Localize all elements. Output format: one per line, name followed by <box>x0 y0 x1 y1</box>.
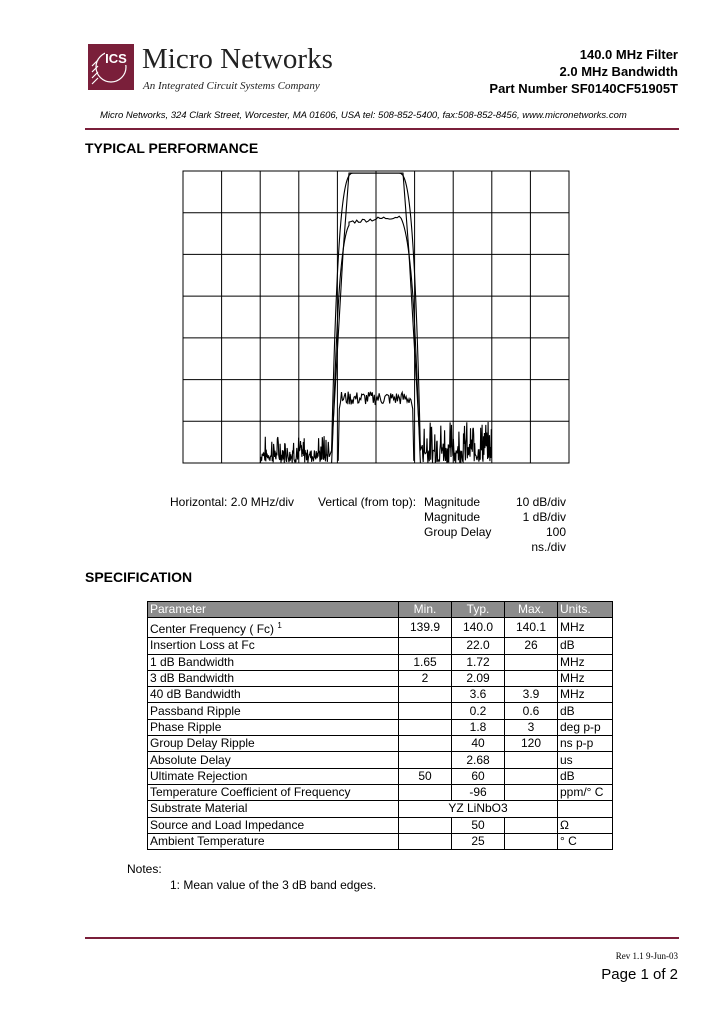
typ-cell: 2.09 <box>452 670 505 686</box>
brand-tagline: An Integrated Circuit Systems Company <box>143 80 320 92</box>
typ-cell: 40 <box>452 736 505 752</box>
min-cell: 2 <box>399 670 452 686</box>
typ-cell: 2.68 <box>452 752 505 768</box>
param-cell <box>148 719 399 735</box>
table-row <box>148 801 613 817</box>
table-row <box>148 784 613 800</box>
table-header-cell: Max. <box>505 602 558 618</box>
revision-text: Rev 1.1 9-Jun-03 <box>615 951 678 961</box>
table-header-cell: Typ. <box>452 602 505 618</box>
param-text: Ultimate Rejection <box>150 768 248 783</box>
typ-cell: 50 <box>452 817 505 833</box>
table-header-cell: Parameter <box>148 602 399 618</box>
typ-cell: 1.72 <box>452 654 505 670</box>
param-text: 40 dB Bandwidth <box>150 687 241 702</box>
note-item: 1: Mean value of the 3 dB band edges. <box>170 878 377 892</box>
max-cell <box>505 670 558 686</box>
param-text: Insertion Loss at Fc <box>150 638 255 653</box>
max-cell: 140.1 <box>505 618 558 638</box>
typ-cell: 3.6 <box>452 687 505 703</box>
param-text: 3 dB Bandwidth <box>150 671 235 686</box>
notes-label: Notes: <box>127 862 162 876</box>
max-cell <box>505 784 558 800</box>
units-cell <box>558 801 613 817</box>
param-cell <box>148 638 399 654</box>
trace-name: Magnitude <box>424 510 481 524</box>
min-cell <box>399 752 452 768</box>
min-cell: 139.9 <box>399 618 452 638</box>
units-cell: dB <box>558 768 613 784</box>
max-cell <box>505 654 558 670</box>
chart-grid <box>183 171 569 463</box>
min-cell <box>399 703 452 719</box>
param-cell <box>148 784 399 800</box>
footer-divider <box>85 937 679 939</box>
horizontal-scale: Horizontal: 2.0 MHz/div <box>170 495 295 509</box>
min-cell <box>399 687 452 703</box>
specification-table <box>147 601 613 850</box>
typ-cell: 60 <box>452 768 505 784</box>
param-text: Phase Ripple <box>150 719 222 734</box>
min-cell <box>399 833 452 849</box>
trace-scale: 100 ns./div <box>531 525 566 554</box>
max-cell: 0.6 <box>505 703 558 719</box>
typ-cell: -96 <box>452 784 505 800</box>
param-text: Passband Ripple <box>150 703 241 718</box>
param-cell <box>148 703 399 719</box>
max-cell <box>505 833 558 849</box>
table-row <box>148 768 613 784</box>
max-cell <box>505 752 558 768</box>
table-row <box>148 752 613 768</box>
max-cell: 3 <box>505 719 558 735</box>
units-cell: MHz <box>558 687 613 703</box>
units-cell: ° C <box>558 833 613 849</box>
table-row <box>148 817 613 833</box>
product-heading <box>489 46 678 97</box>
min-cell <box>399 719 452 735</box>
param-text: Center Frequency ( Fc) <box>150 622 275 637</box>
min-cell <box>399 736 452 752</box>
part-number: Part Number SF0140CF51905T <box>489 81 678 96</box>
param-text: Source and Load Impedance <box>150 817 305 832</box>
param-text: Temperature Coefficient of Frequency <box>150 785 351 800</box>
max-cell: 120 <box>505 736 558 752</box>
param-cell <box>148 736 399 752</box>
table-row <box>148 833 613 849</box>
logo-text: ICS <box>105 51 127 66</box>
table-header-cell: Units. <box>558 602 613 618</box>
table-header-cell: Min. <box>399 602 452 618</box>
trace-names <box>424 495 491 540</box>
max-cell: 26 <box>505 638 558 654</box>
min-cell: 50 <box>399 768 452 784</box>
units-cell: ns p-p <box>558 736 613 752</box>
table-row <box>148 719 613 735</box>
units-cell: dB <box>558 703 613 719</box>
merged-value-cell: YZ LiNbO3 <box>399 801 558 817</box>
trace-scale: 10 dB/div <box>515 495 566 509</box>
trace-scales <box>508 495 566 555</box>
param-cell <box>148 670 399 686</box>
max-cell: 3.9 <box>505 687 558 703</box>
trace-scale: 1 dB/div <box>522 510 566 524</box>
param-text: 1 dB Bandwidth <box>150 654 235 669</box>
vertical-scale-label: Vertical (from top): <box>318 495 417 509</box>
units-cell: Ω <box>558 817 613 833</box>
table-header-row <box>148 602 613 618</box>
param-text: Substrate Material <box>150 801 248 816</box>
header-divider <box>85 128 679 130</box>
units-cell: us <box>558 752 613 768</box>
trace-name: Magnitude <box>424 495 481 509</box>
table-row <box>148 638 613 654</box>
ics-logo <box>88 44 134 90</box>
max-cell <box>505 817 558 833</box>
typ-cell: 1.8 <box>452 719 505 735</box>
units-cell: MHz <box>558 670 613 686</box>
units-cell: ppm/° C <box>558 784 613 800</box>
max-cell <box>505 768 558 784</box>
table-row <box>148 687 613 703</box>
company-address: Micro Networks, 324 Clark Street, Worcester, MA 01606, USA tel: 508-852-5400, fax:508-852-8456, www.micronetworks.com <box>100 110 627 121</box>
param-cell <box>148 768 399 784</box>
typ-cell: 140.0 <box>452 618 505 638</box>
table-row <box>148 618 613 638</box>
specification-title: SPECIFICATION <box>85 569 193 585</box>
units-cell: MHz <box>558 618 613 638</box>
typ-cell: 22.0 <box>452 638 505 654</box>
footnote-ref: 1 <box>277 621 282 631</box>
param-cell <box>148 654 399 670</box>
param-cell <box>148 752 399 768</box>
typ-cell: 25 <box>452 833 505 849</box>
table-row <box>148 654 613 670</box>
product-frequency: 140.0 MHz Filter <box>579 47 678 62</box>
param-text: Group Delay Ripple <box>150 736 255 751</box>
typ-cell: 0.2 <box>452 703 505 719</box>
min-cell: 1.65 <box>399 654 452 670</box>
param-cell <box>148 801 399 817</box>
param-cell <box>148 817 399 833</box>
units-cell: deg p-p <box>558 719 613 735</box>
trace-name: Group Delay <box>424 525 492 539</box>
param-cell <box>148 687 399 703</box>
table-row <box>148 736 613 752</box>
table-row <box>148 703 613 719</box>
param-text: Absolute Delay <box>150 752 231 767</box>
table-row <box>148 670 613 686</box>
param-text: Ambient Temperature <box>150 834 265 848</box>
param-cell <box>148 833 399 849</box>
units-cell: dB <box>558 638 613 654</box>
page-number: Page 1 of 2 <box>601 966 678 983</box>
product-bandwidth: 2.0 MHz Bandwidth <box>559 64 678 79</box>
param-cell <box>148 618 399 638</box>
min-cell <box>399 817 452 833</box>
units-cell: MHz <box>558 654 613 670</box>
brand-name: Micro Networks <box>142 43 333 75</box>
performance-title: TYPICAL PERFORMANCE <box>85 140 259 156</box>
min-cell <box>399 638 452 654</box>
min-cell <box>399 784 452 800</box>
performance-chart <box>182 170 570 464</box>
